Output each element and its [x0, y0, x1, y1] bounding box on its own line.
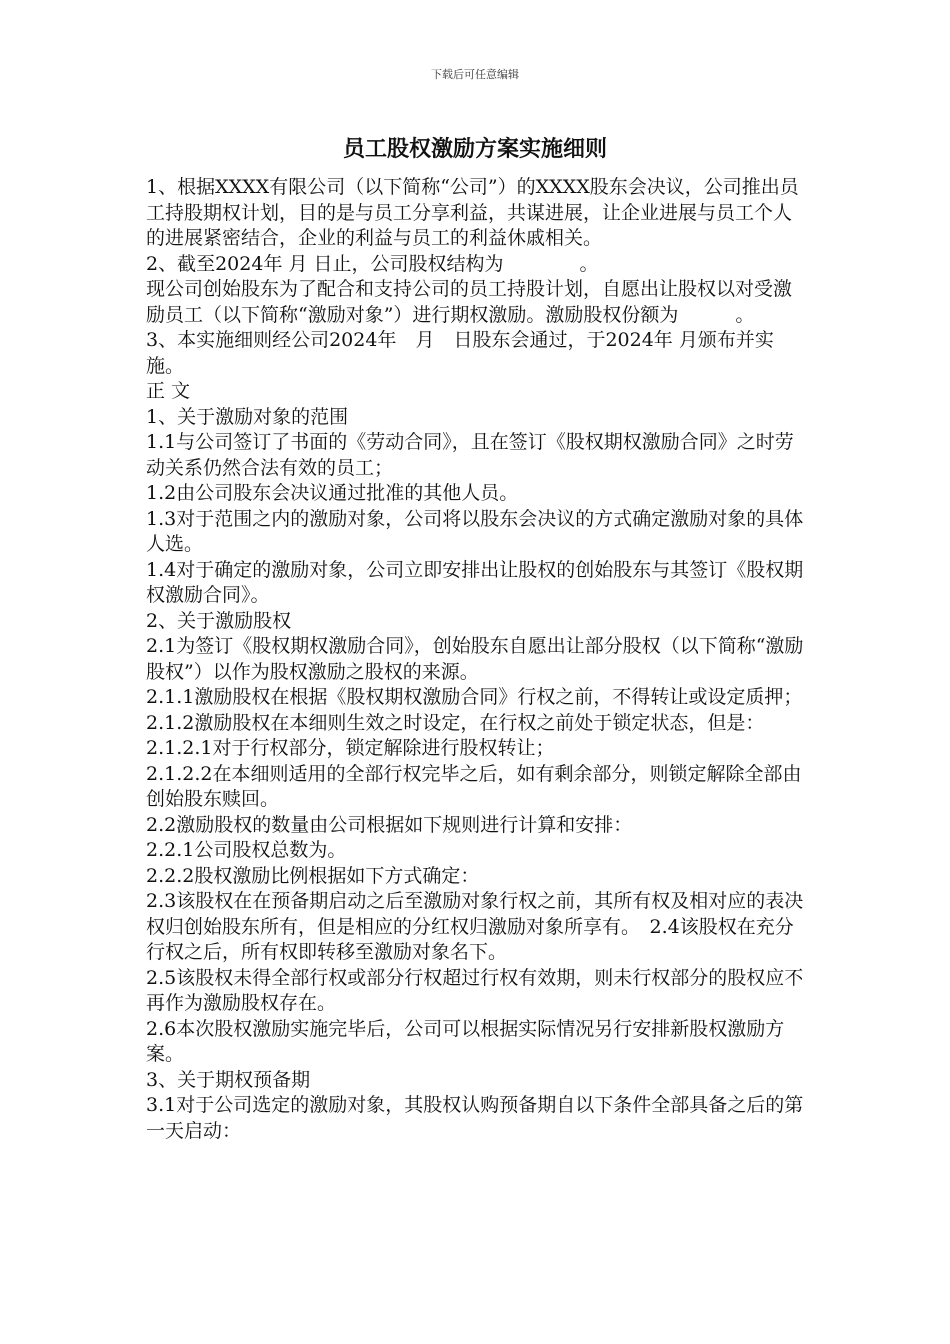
paragraph: 2.1为签订《股权期权激励合同》，创始股东自愿出让部分股权（以下简称“激励股权”）以作为股权激励之股权的来源。 — [146, 635, 804, 683]
paragraph: 2.2.2股权激励比例根据如下方式确定： — [146, 864, 480, 887]
paragraph: 1、根据XXXX有限公司（以下简称“公司”）的XXXX股东会决议，公司推出员工持股期权计划，目的是与员工分享利益，共谋进展，让企业进展与员工个人的进展紧密结合，企业的利益与员工的利益休戚相关。 — [146, 176, 799, 249]
paragraph: 1.3对于范围之内的激励对象，公司将以股东会决议的方式确定激励对象的具体人选。 — [146, 507, 804, 555]
paragraph: 2.1.2激励股权在本细则生效之时设定，在行权之前处于锁定状态，但是： — [146, 711, 765, 734]
paragraph: 2.2激励股权的数量由公司根据如下规则进行计算和安排： — [146, 813, 633, 836]
paragraph: 2.2.1公司股权总数为。 — [146, 839, 347, 861]
page-header-note: 下载后可任意编辑 — [431, 68, 519, 81]
section-heading: 3、关于期权预备期 — [146, 1068, 311, 1091]
paragraph: 2.5该股权未得全部行权或部分行权超过行权有效期，则未行权部分的股权应不再作为激励股权存在。 — [146, 966, 804, 1014]
paragraph: 2.6本次股权激励实施完毕后，公司可以根据实际情况另行安排新股权激励方案。 — [146, 1017, 785, 1065]
paragraph: 1.1与公司签订了书面的《劳动合同》，且在签订《股权期权激励合同》之时劳动关系仍然合法有效的员工； — [146, 431, 794, 479]
section-heading: 2、关于激励股权 — [146, 609, 292, 632]
paragraph: 现公司创始股东为了配合和支持公司的员工持股计划，自愿出让股权以对受激励员工（以下简称“激励对象”）进行期权激励。激励股权份额为 。 — [146, 278, 793, 326]
paragraph: 2.1.1激励股权在根据《股权期权激励合同》行权之前，不得转让或设定质押； — [146, 686, 803, 708]
section-heading: 1、关于激励对象的范围 — [146, 405, 349, 428]
paragraph: 1.4对于确定的激励对象，公司立即安排出让股权的创始股东与其签订《股权期权激励合同》。 — [146, 558, 804, 606]
document-body — [146, 175, 808, 1144]
paragraph: 1.2由公司股东会决议通过批准的其他人员。 — [146, 482, 519, 504]
section-label-main-text: 正 文 — [146, 380, 191, 402]
document-title: 员工股权激励方案实施细则 — [342, 136, 607, 162]
paragraph: 3、本实施细则经公司2024年 月 日股东会通过，于2024年 月颁布并实施。 — [146, 329, 774, 377]
paragraph: 2.1.2.1对于行权部分，锁定解除进行股权转让； — [146, 737, 555, 759]
paragraph: 3.1对于公司选定的激励对象，其股权认购预备期自以下条件全部具备之后的第一天启动： — [146, 1094, 804, 1142]
paragraph: 2.1.2.2在本细则适用的全部行权完毕之后，如有剩余部分，则锁定解除全部由创始股东赎回。 — [146, 762, 802, 810]
paragraph: 2.3该股权在在预备期启动之后至激励对象行权之前，其所有权及相对应的表决权归创始股东所有，但是相应的分红权归激励对象所享有。 2.4该股权在充分行权之后，所有权即转移至激励对象名下。 — [146, 890, 804, 963]
paragraph: 2、截至2024年 月 日止，公司股权结构为 。 — [146, 252, 599, 275]
